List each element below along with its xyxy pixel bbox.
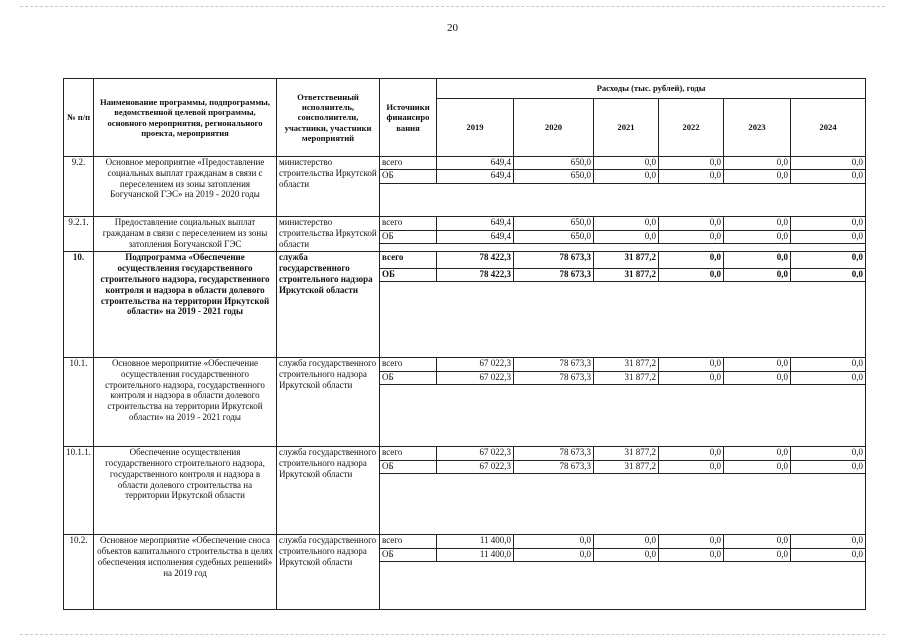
value-cell: 0,0 (659, 252, 724, 269)
header-year: 2019 (437, 99, 514, 157)
value-cell: 0,0 (791, 170, 866, 183)
value-cell: 0,0 (724, 371, 791, 384)
header-row-top (64, 79, 866, 99)
table-row (64, 447, 866, 460)
row-executor: служба государственного строительного надзора Иркутской области (277, 358, 380, 447)
table-row (64, 358, 866, 371)
source-cell: ОБ (380, 268, 437, 281)
value-cell: 31 877,2 (594, 447, 659, 460)
value-cell: 0,0 (791, 230, 866, 243)
value-cell: 0,0 (791, 371, 866, 384)
row-number: 9.2. (64, 157, 94, 217)
value-cell: 649,4 (437, 157, 514, 170)
row-number: 10.1.1. (64, 447, 94, 535)
spacer-cell (380, 183, 866, 216)
value-cell: 0,0 (791, 447, 866, 460)
value-cell: 0,0 (659, 170, 724, 183)
row-executor: министерство строительства Иркутской области (277, 217, 380, 252)
value-cell: 78 422,3 (437, 268, 514, 281)
value-cell: 0,0 (594, 535, 659, 548)
value-cell: 78 673,3 (514, 447, 594, 460)
row-executor: служба государственного строительного надзора Иркутской области (277, 447, 380, 535)
value-cell: 31 877,2 (594, 358, 659, 371)
value-cell: 0,0 (791, 252, 866, 269)
value-cell: 0,0 (724, 358, 791, 371)
row-name: Предоставление социальных выплат гражданам в связи с переселением из зоны затопления Богучанской ГЭС (94, 217, 277, 252)
scan-artifact-top (20, 6, 885, 7)
header-year: 2024 (791, 99, 866, 157)
header-source: Источники финансиро вания (380, 79, 437, 157)
spacer-cell (380, 562, 866, 610)
source-cell: ОБ (380, 230, 437, 243)
value-cell: 67 022,3 (437, 371, 514, 384)
value-cell: 0,0 (791, 535, 866, 548)
source-cell: ОБ (380, 460, 437, 473)
value-cell: 650,0 (514, 170, 594, 183)
row-executor: министерство строительства Иркутской области (277, 157, 380, 217)
value-cell: 78 422,3 (437, 252, 514, 269)
source-cell: всего (380, 447, 437, 460)
value-cell: 0,0 (659, 447, 724, 460)
value-cell: 0,0 (724, 230, 791, 243)
value-cell: 0,0 (724, 268, 791, 281)
value-cell: 31 877,2 (594, 268, 659, 281)
value-cell: 0,0 (514, 548, 594, 561)
header-year: 2020 (514, 99, 594, 157)
source-cell: всего (380, 358, 437, 371)
table-row (64, 252, 866, 269)
row-number: 9.2.1. (64, 217, 94, 252)
value-cell: 650,0 (514, 230, 594, 243)
value-cell: 0,0 (659, 371, 724, 384)
source-cell: ОБ (380, 371, 437, 384)
header-year: 2023 (724, 99, 791, 157)
source-cell: всего (380, 252, 437, 269)
budget-table (63, 78, 866, 610)
value-cell: 0,0 (724, 252, 791, 269)
spacer-cell (380, 282, 866, 358)
table-row (64, 157, 866, 170)
value-cell: 78 673,3 (514, 268, 594, 281)
value-cell: 0,0 (724, 217, 791, 230)
source-cell: всего (380, 535, 437, 548)
spacer-cell (380, 474, 866, 535)
value-cell: 0,0 (659, 157, 724, 170)
value-cell: 0,0 (724, 157, 791, 170)
row-name: Основное мероприятие «Обеспечение осуществления государственного строительного надзора, государственного контроля и надзора в области долевого строительства на территории Иркутской области» на 2019 - 2021 годы (94, 358, 277, 447)
header-number: № п/п (64, 79, 94, 157)
value-cell: 0,0 (594, 217, 659, 230)
value-cell: 67 022,3 (437, 358, 514, 371)
header-expenses: Расходы (тыс. рублей), годы (437, 79, 866, 99)
value-cell: 0,0 (659, 548, 724, 561)
value-cell: 0,0 (791, 268, 866, 281)
row-executor: служба государственного строительного надзора Иркутской области (277, 252, 380, 358)
value-cell: 67 022,3 (437, 460, 514, 473)
value-cell: 31 877,2 (594, 252, 659, 269)
value-cell: 0,0 (791, 217, 866, 230)
header-year: 2021 (594, 99, 659, 157)
page-number: 20 (447, 22, 458, 34)
value-cell: 67 022,3 (437, 447, 514, 460)
table-row (64, 535, 866, 548)
value-cell: 650,0 (514, 217, 594, 230)
row-name: Основное мероприятие «Обеспечение сноса объектов капитального строительства в целях обеспечения исполнения судебных решений» на 2019 год (94, 535, 277, 610)
value-cell: 31 877,2 (594, 460, 659, 473)
value-cell: 0,0 (594, 230, 659, 243)
value-cell: 0,0 (659, 230, 724, 243)
value-cell: 0,0 (791, 548, 866, 561)
source-cell: ОБ (380, 548, 437, 561)
value-cell: 78 673,3 (514, 252, 594, 269)
table-row (64, 217, 866, 230)
value-cell: 0,0 (791, 157, 866, 170)
value-cell: 78 673,3 (514, 358, 594, 371)
row-executor: служба государственного строительного надзора Иркутской области (277, 535, 380, 610)
value-cell: 0,0 (594, 170, 659, 183)
value-cell: 0,0 (791, 358, 866, 371)
value-cell: 11 400,0 (437, 535, 514, 548)
value-cell: 0,0 (594, 548, 659, 561)
value-cell: 0,0 (724, 447, 791, 460)
row-name: Подпрограмма «Обеспечение осуществления государственного строительного надзора, государственного контроля и надзора в области долевого строительства на территории Иркутской области» на 2019 - 2021 годы (94, 252, 277, 358)
value-cell: 0,0 (659, 358, 724, 371)
spacer-cell (380, 244, 866, 252)
value-cell: 649,4 (437, 170, 514, 183)
value-cell: 0,0 (791, 460, 866, 473)
value-cell: 0,0 (659, 268, 724, 281)
row-number: 10. (64, 252, 94, 358)
source-cell: всего (380, 157, 437, 170)
header-year: 2022 (659, 99, 724, 157)
value-cell: 0,0 (594, 157, 659, 170)
source-cell: всего (380, 217, 437, 230)
spacer-cell (380, 384, 866, 446)
scan-artifact-bottom (20, 634, 885, 635)
value-cell: 0,0 (724, 170, 791, 183)
value-cell: 0,0 (724, 535, 791, 548)
row-number: 10.2. (64, 535, 94, 610)
value-cell: 11 400,0 (437, 548, 514, 561)
row-number: 10.1. (64, 358, 94, 447)
value-cell: 0,0 (724, 460, 791, 473)
value-cell: 0,0 (659, 217, 724, 230)
row-name: Обеспечение осуществления государственного строительного надзора, государственного контроля и надзора в области долевого строительства на территории Иркутской области (94, 447, 277, 535)
value-cell: 0,0 (659, 535, 724, 548)
value-cell: 78 673,3 (514, 460, 594, 473)
row-name: Основное мероприятие «Предоставление социальных выплат гражданам в связи с переселением из зоны затопления Богучанской ГЭС» на 2019 - 2020 годы (94, 157, 277, 217)
source-cell: ОБ (380, 170, 437, 183)
value-cell: 31 877,2 (594, 371, 659, 384)
value-cell: 650,0 (514, 157, 594, 170)
value-cell: 0,0 (659, 460, 724, 473)
value-cell: 649,4 (437, 230, 514, 243)
value-cell: 78 673,3 (514, 371, 594, 384)
value-cell: 0,0 (724, 548, 791, 561)
header-name: Наименование программы, подпрограммы, ведомственной целевой программы, основного мероприятия, регионального проекта, мероприятия (94, 79, 277, 157)
value-cell: 0,0 (514, 535, 594, 548)
header-executor: Ответственный исполнитель, соисполнители, участники, участники мероприятий (277, 79, 380, 157)
value-cell: 649,4 (437, 217, 514, 230)
